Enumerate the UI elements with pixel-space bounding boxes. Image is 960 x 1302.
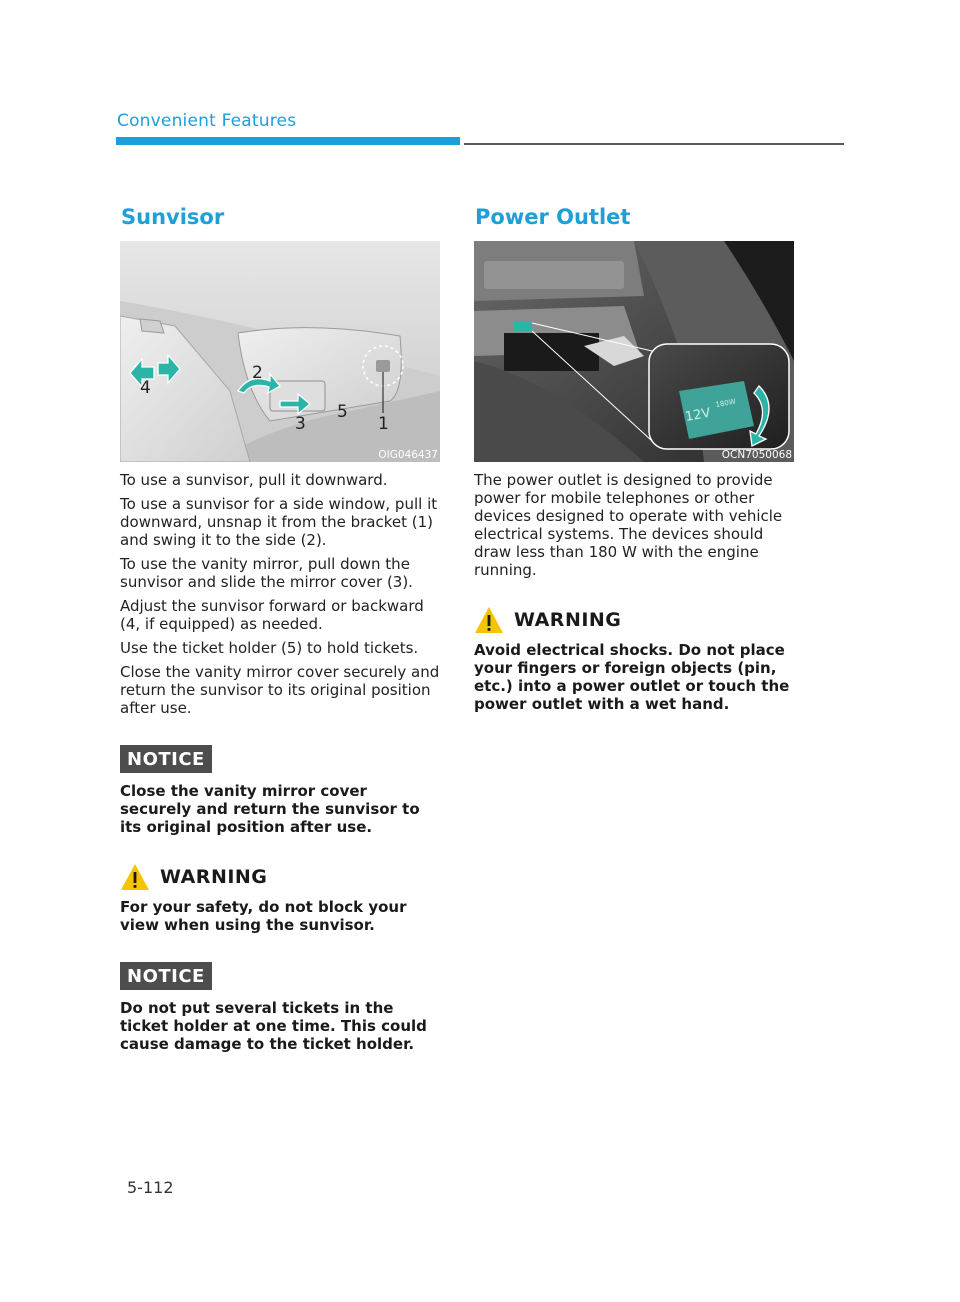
sunvisor-paragraph: Use the ticket holder (5) to hold tickets.	[120, 639, 419, 657]
sunvisor-section	[120, 205, 442, 1053]
callout-3: 3	[295, 414, 306, 434]
sunvisor-paragraph: To use a sunvisor, pull it downward.	[120, 471, 388, 489]
plug-voltage-label: 12V	[684, 405, 712, 425]
sunvisor-paragraph: To use the vanity mirror, pull down the sunvisor and slide the mirror cover (3).	[120, 555, 413, 591]
warning-box	[474, 605, 796, 713]
sunvisor-paragraph: Adjust the sunvisor forward or backward (4, if equipped) as needed.	[120, 597, 424, 633]
callout-4: 4	[140, 378, 151, 398]
sunvisor-paragraph: To use a sunvisor for a side window, pull it downward, unsnap it from the bracket (1) and swing it to the side (2).	[120, 495, 438, 549]
notice-box	[120, 745, 442, 836]
notice-label: NOTICE	[120, 962, 212, 990]
power-outlet-illustration	[474, 241, 794, 462]
plug-wattage-label: 180W	[714, 397, 737, 409]
section-header-title: Convenient Features	[117, 111, 297, 131]
power-outlet-title: Power Outlet	[475, 205, 631, 229]
power-outlet-section	[474, 205, 796, 713]
header-divider-rule	[464, 143, 844, 145]
power-outlet-drawing	[474, 241, 794, 462]
callout-2: 2	[252, 363, 263, 383]
warning-triangle-icon	[120, 862, 150, 892]
sunvisor-illustration	[120, 241, 440, 462]
notice-text: Do not put several tickets in the ticket holder at one time. This could cause damage to the ticket holder.	[120, 999, 427, 1053]
warning-triangle-icon	[474, 605, 504, 635]
warning-label: WARNING	[514, 609, 622, 631]
warning-text: For your safety, do not block your view when using the sunvisor.	[120, 898, 407, 934]
notice-box	[120, 962, 442, 1053]
notice-text: Close the vanity mirror cover securely and return the sunvisor to its original position after use.	[120, 782, 420, 836]
warning-text: Avoid electrical shocks. Do not place your fingers or foreign objects (pin, etc.) into a power outlet or touch the power outlet with a wet hand.	[474, 641, 790, 713]
sunvisor-title: Sunvisor	[121, 205, 225, 229]
sunvisor-drawing	[120, 241, 440, 462]
notice-label: NOTICE	[120, 745, 212, 773]
header-accent-rule	[116, 137, 460, 145]
power-outlet-paragraph: The power outlet is designed to provide power for mobile telephones or other devices designed to operate with vehicle electrical systems. The devices should draw less than 180 W with the engine running.	[474, 471, 783, 579]
figure-code: OIG046437	[378, 449, 438, 461]
sunvisor-paragraph: Close the vanity mirror cover securely and return the sunvisor to its original position after use.	[120, 663, 440, 717]
warning-label: WARNING	[160, 866, 268, 888]
warning-box	[120, 862, 442, 934]
page-number: 5-112	[127, 1178, 174, 1197]
callout-5: 5	[337, 402, 348, 422]
callout-1: 1	[378, 414, 389, 434]
figure-code: OCN7050068	[721, 449, 792, 461]
